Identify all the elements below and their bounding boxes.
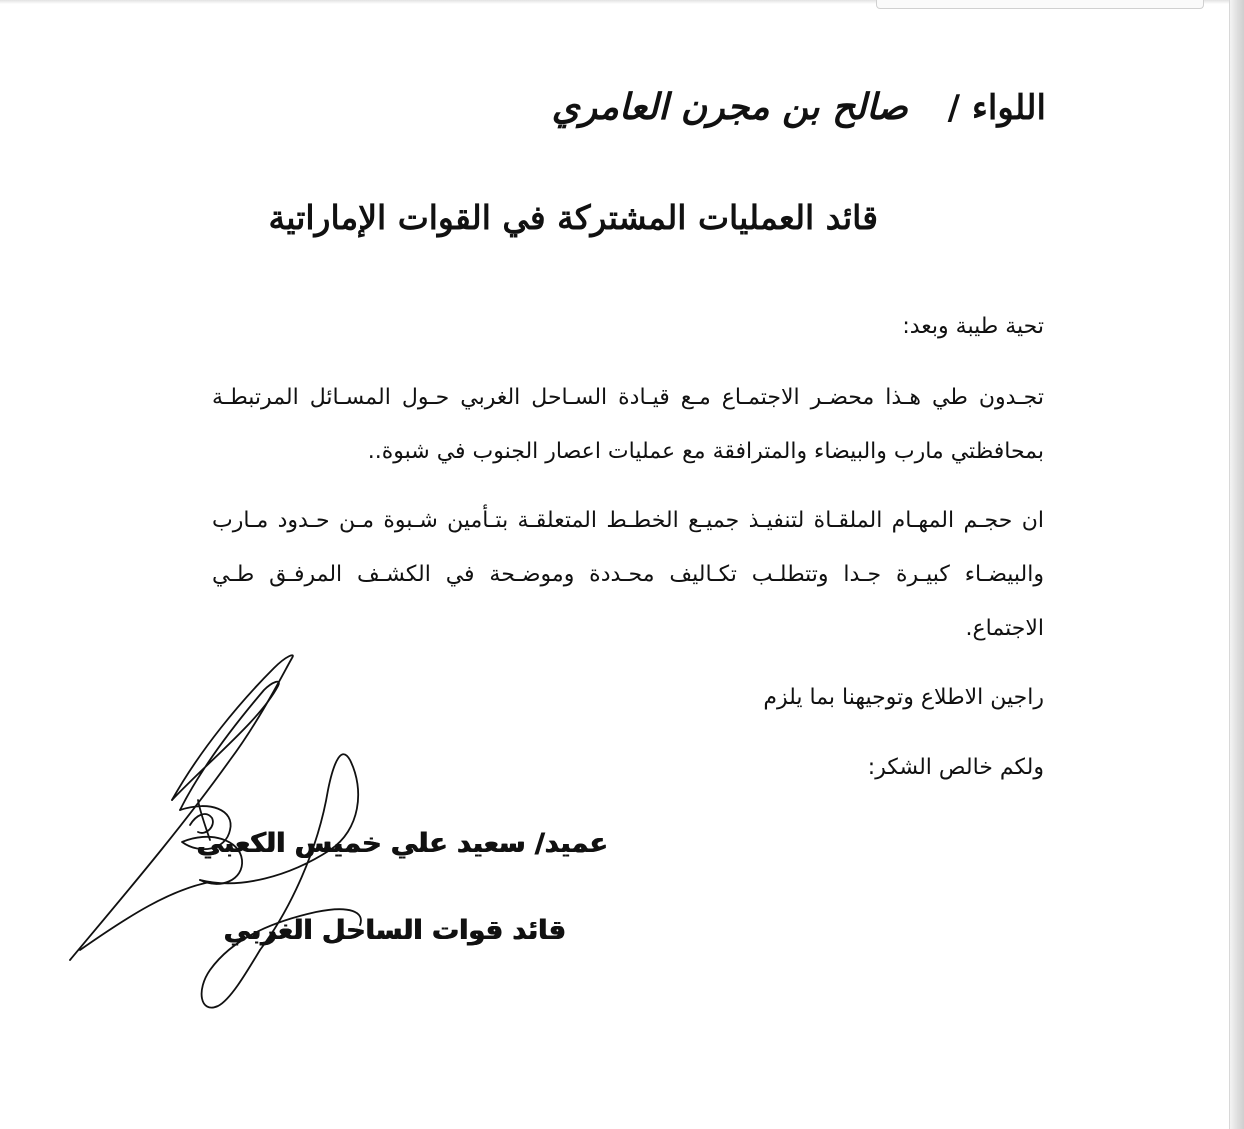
addressee-title: اللواء /	[947, 88, 1046, 128]
paragraph-2-line-3: الاجتماع.	[965, 616, 1044, 641]
greeting: تحية طيبة وبعد:	[902, 314, 1044, 339]
addressee-line	[552, 86, 1046, 128]
handwritten-signature	[60, 650, 390, 1010]
signatory-title: قائد قوات الساحل الغربي	[223, 915, 566, 946]
closing-line: ولكم خالص الشكر:	[867, 755, 1044, 780]
paragraph-2-line-2: والبيضـاء كبيـرة جـدا وتتطلـب تكـاليف محـددة وموضـحة في الكشـف المرفـق طـي	[212, 562, 1044, 587]
signatory-name: عميد/ سعيد علي خميس الكعبي	[196, 828, 608, 859]
page-right-edge	[1229, 0, 1244, 1129]
paragraph-1-line-1: تجـدون طي هـذا محضـر الاجتمـاع مـع قيـادة السـاحل الغربي حـول المسـائل المرتبطـة	[212, 385, 1044, 410]
addressee-name: صالح بن مجرن العامري	[551, 86, 908, 128]
paragraph-1-line-2: بمحافظتي مارب والبيضاء والمترافقة مع عمليات اعصار الجنوب في شبوة..	[367, 439, 1044, 464]
request-line: راجين الاطلاع وتوجيهنا بما يلزم	[763, 685, 1044, 710]
page-top-tab	[876, 0, 1204, 9]
addressee-position: قائد العمليات المشتركة في القوات الإماراتية	[268, 198, 878, 237]
paragraph-2-line-1: ان حجـم المهـام الملقـاة لتنفيـذ جميـع الخطـط المتعلقـة بتـأمين شـبوة مـن حـدود مـارب	[212, 508, 1044, 533]
